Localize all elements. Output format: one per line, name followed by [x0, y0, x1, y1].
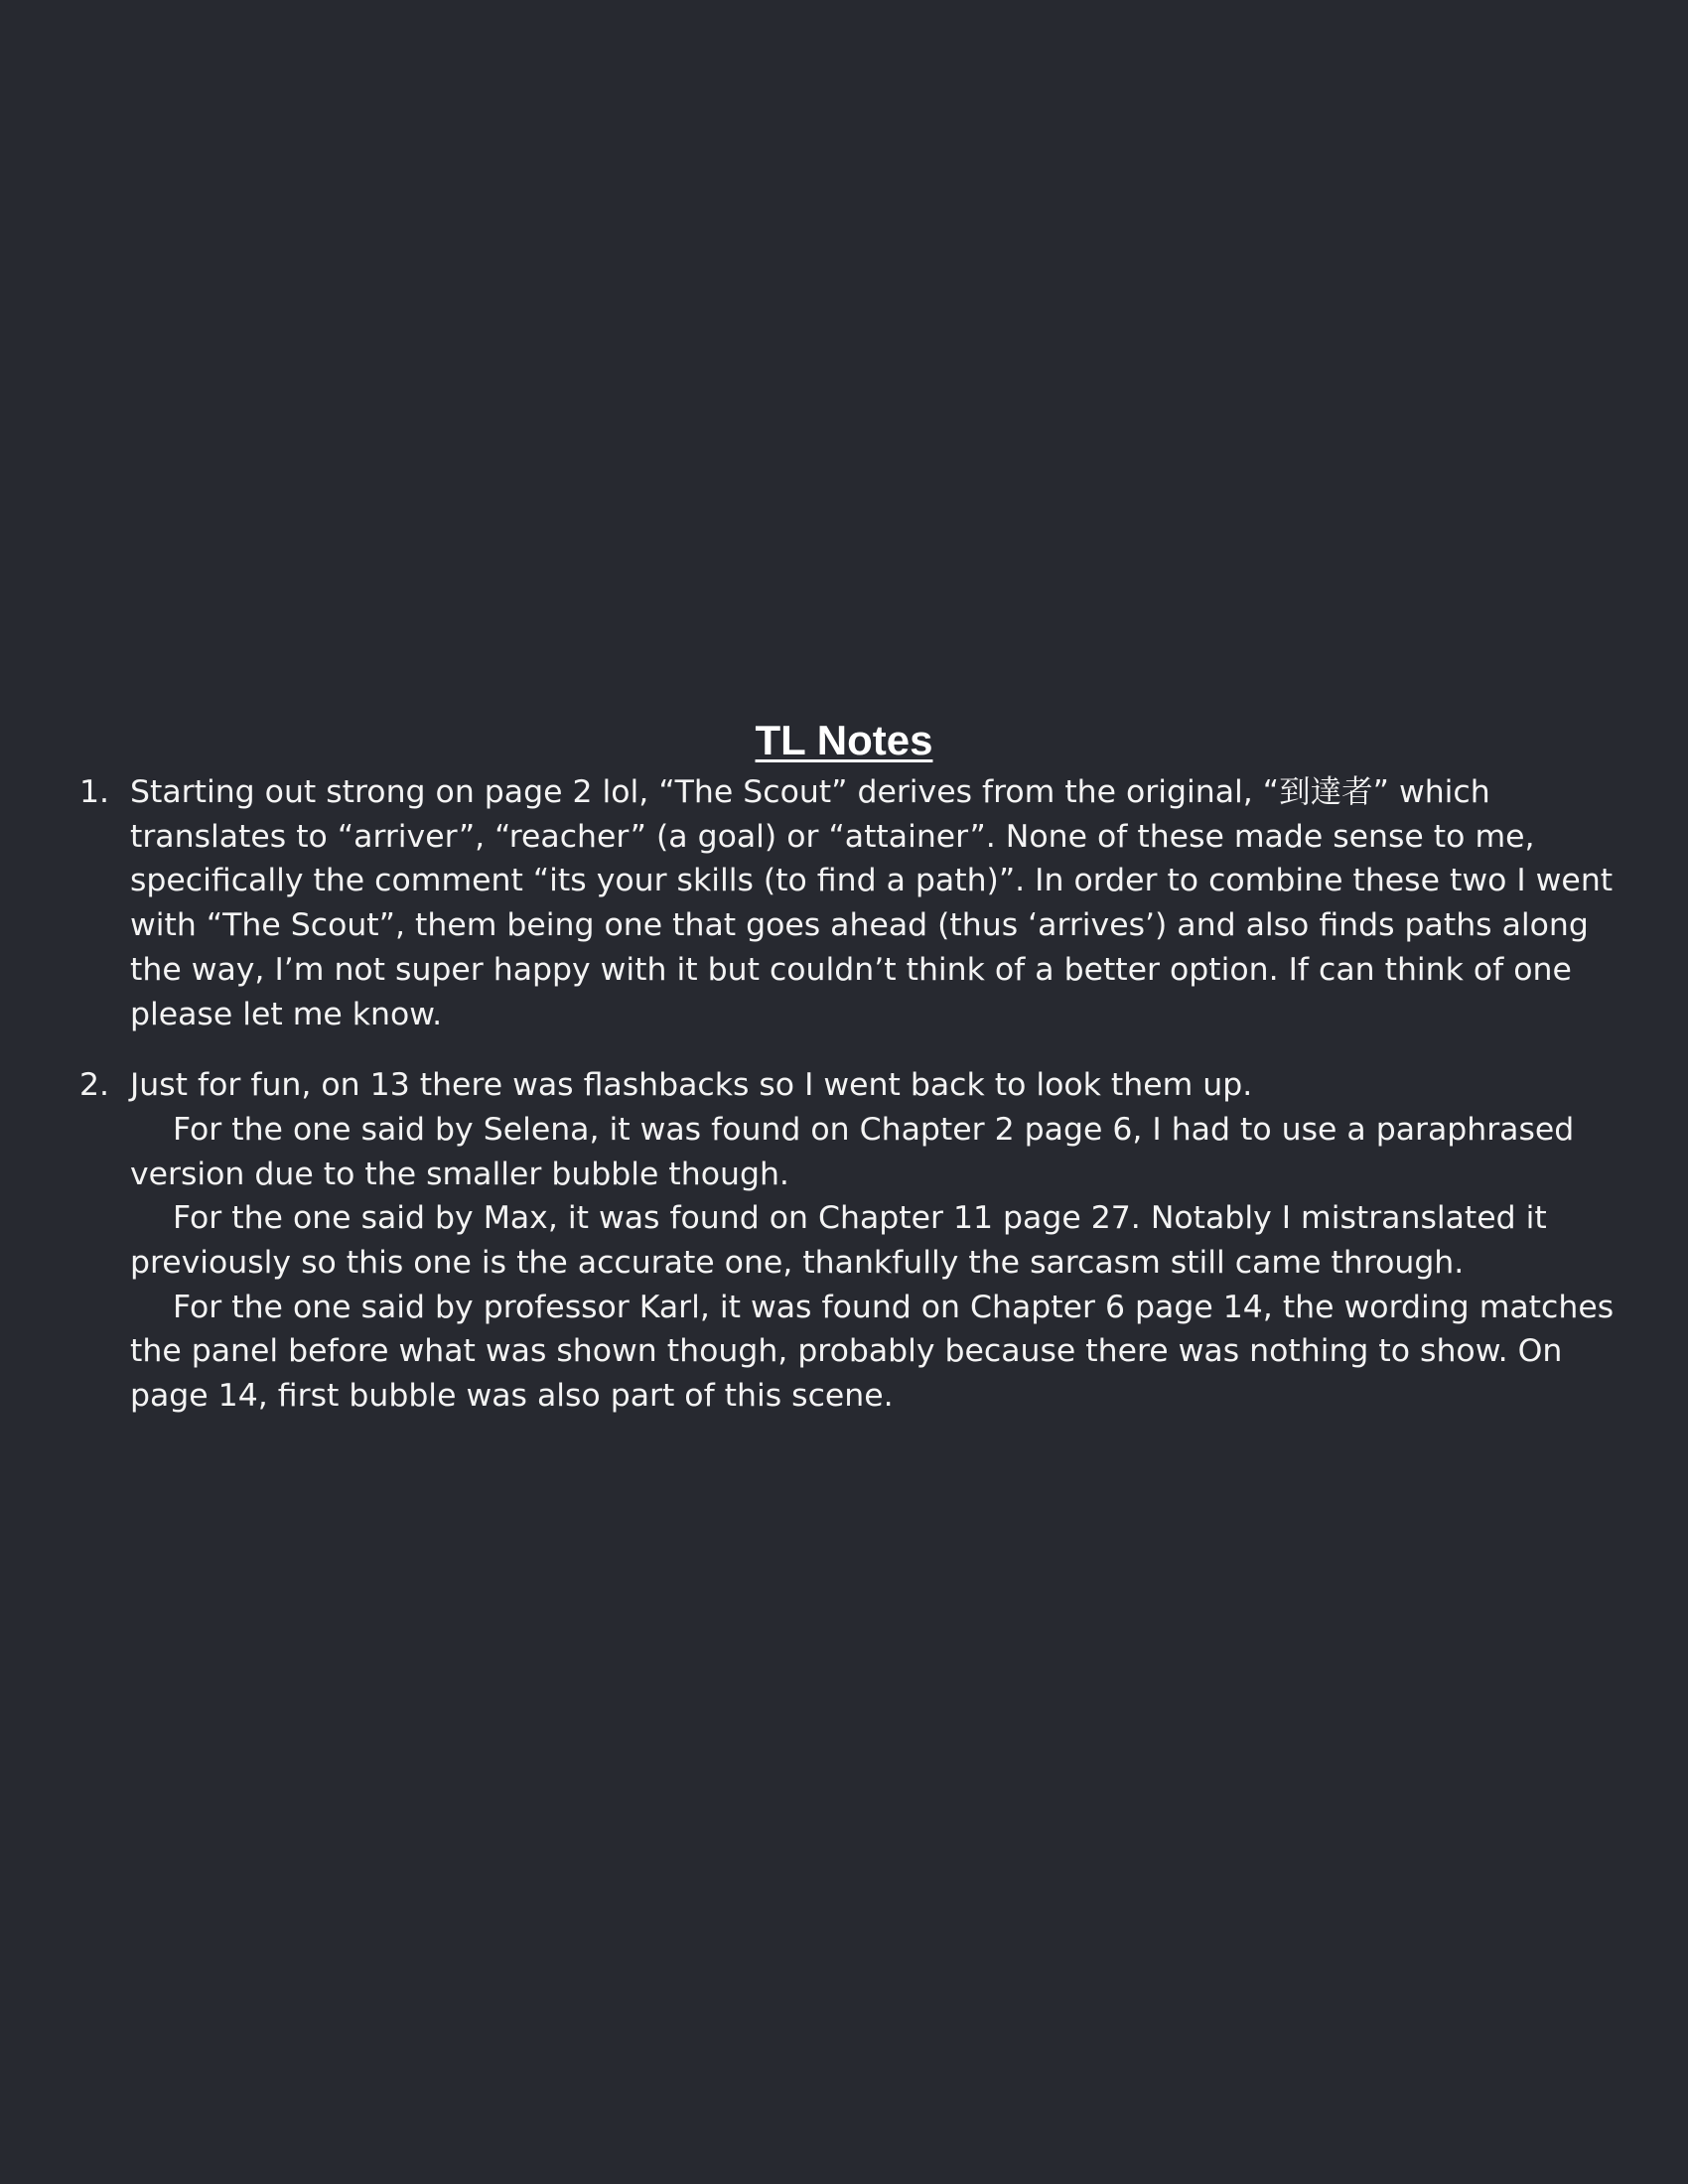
note-paragraph: Starting out strong on page 2 lol, “The Scout” derives from the original, “到達者” which translates to “arriver”, “reacher” (a goal) or “attainer”. None of these made sense to me, specifically the comment “its your skills (to find a path)”. In order to combine these two I went with “The Scout”, them being one that goes ahead (thus ‘arrives’) and also finds paths along the way, I’m not super happy with it but couldn’t think of a better option. If can think of one please let me know.: [130, 774, 1614, 1032]
notes-list: [0, 770, 1688, 1419]
note-item-1: [0, 770, 1619, 1036]
note-paragraph: Just for fun, on 13 there was flashbacks so I went back to look them up.: [130, 1067, 1253, 1104]
tl-notes-section: [0, 713, 1688, 1445]
note-paragraph: For the one said by Max, it was found on Chapter 11 page 27. Notably I mistranslated it previously so this one is the accurate one, thankfully the sarcasm still came through.: [130, 1200, 1547, 1282]
note-number: 2.: [79, 1067, 110, 1104]
note-item-2: [0, 1063, 1619, 1419]
note-number: 1.: [79, 774, 110, 810]
page-title: TL Notes: [755, 717, 933, 763]
note-paragraph: For the one said by Selena, it was found on Chapter 2 page 6, I had to use a paraphrased version due to the smaller bubble though.: [130, 1111, 1575, 1192]
note-paragraph: For the one said by professor Karl, it was found on Chapter 6 page 14, the wording matches the panel before what was shown though, probably because there was nothing to show. On page 14, first bubble was also part of this scene.: [130, 1289, 1615, 1415]
